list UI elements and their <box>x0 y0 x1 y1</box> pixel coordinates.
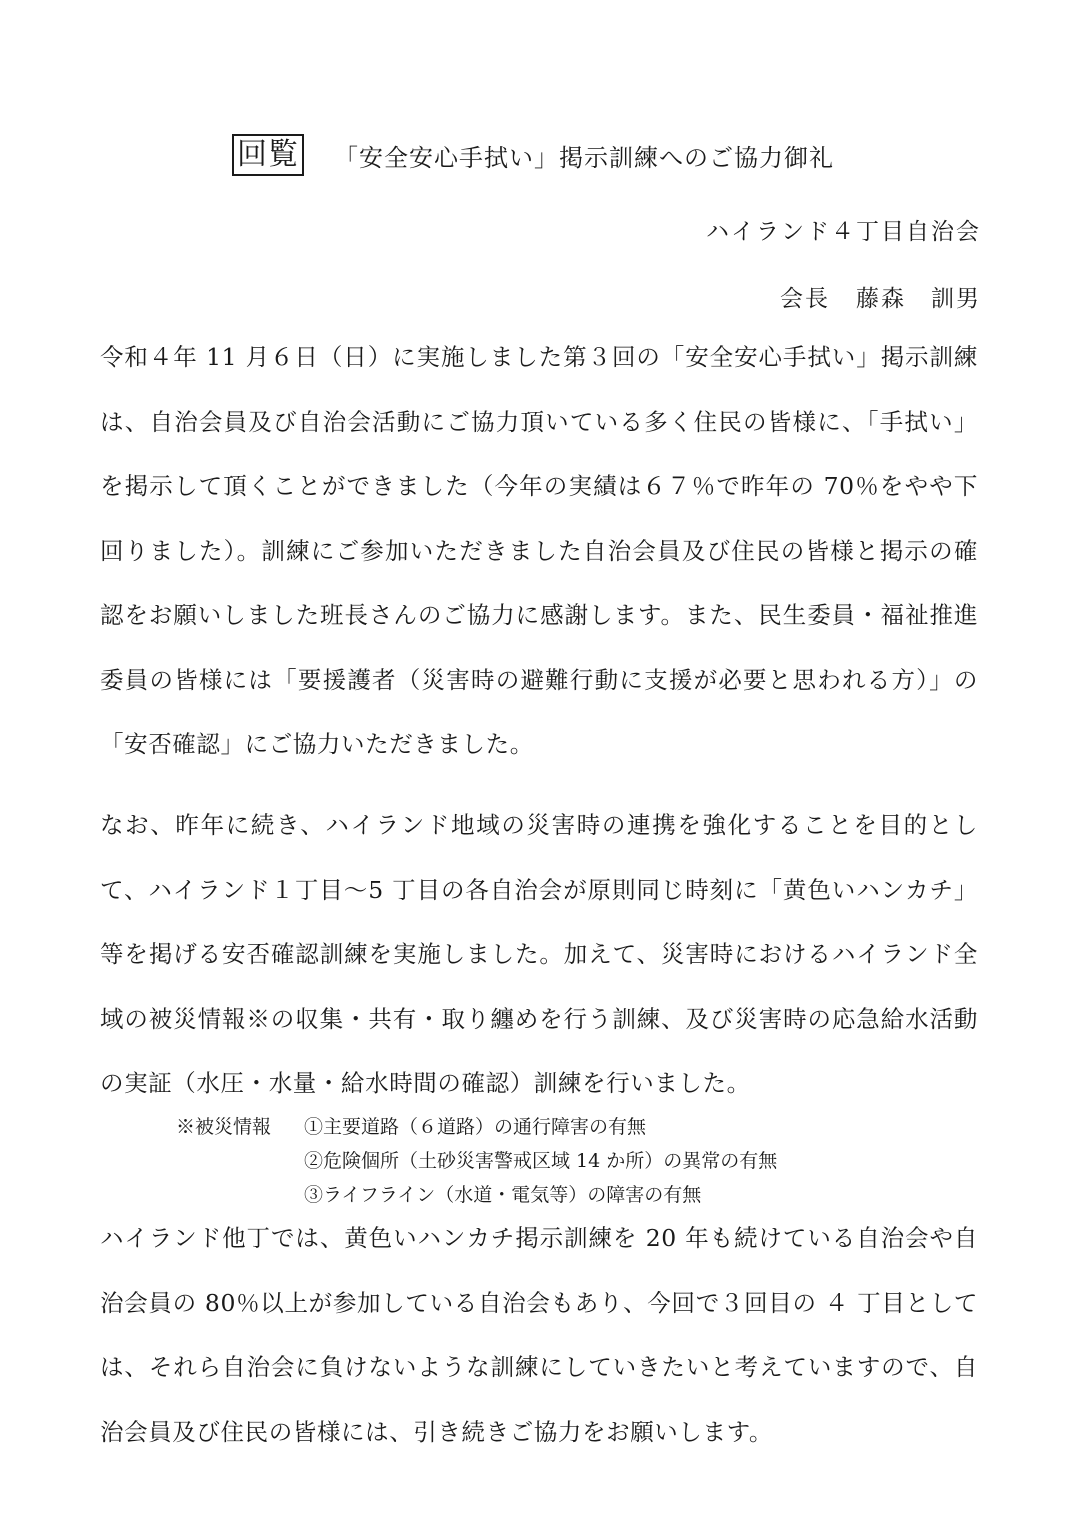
kairan-box: 回覧 <box>232 134 304 176</box>
organization-name: ハイランド４丁目自治会 <box>706 219 981 245</box>
page-title: 「安全安心手拭い」掲示訓練へのご協力御礼 <box>334 143 834 172</box>
body-paragraph-1: 令和４年 11 月６日（日）に実施しました第３回の「安全安心手拭い」掲示訓練は、自治会員及び自治会活動にご協力頂いている多く住民の皆様に、「手拭い」を掲示して頂くことができました（今年の実績は６７％で昨年の 70％をやや下回りました）。訓練にご参加いただきました自治会員及び住民の皆様と掲示の確認をお願いしました班長さんのご協力に感謝します。また、民生委員・福祉推進委員の皆様には「要援護者（災害時の避難行動に支援が必要と思われる方）」の「安否確認」にご協力いただきました。 <box>100 343 978 758</box>
body-paragraph-2: なお、昨年に続き、ハイランド地域の災害時の連携を強化することを目的として、ハイランド１丁目～5 丁目の各自治会が原則同じ時刻に「黄色いハンカチ」等を掲げる安否確認訓練を実施しました。加えて、災害時におけるハイランド全域の被災情報※の収集・共有・取り纏めを行う訓練、及び災害時の応急給水活動の実証（水圧・水量・給水時間の確認）訓練を行いました。 <box>100 811 978 1097</box>
body-paragraph-3: ハイランド他丁では、黄色いハンカチ掲示訓練を 20 年も続けている自治会や自治会員の 80％以上が参加している自治会もあり、今回で３回目の ４ 丁目としては、それら自治会に負けないような訓練にしていきたいと考えていますので、自治会員及び住民の皆様には、引き続きご協力をお願いします。 <box>100 1224 978 1446</box>
note-row <box>176 1144 777 1178</box>
disaster-info-notes <box>176 1110 777 1212</box>
note-item: ③ライフライン（水道・電気等）の障害の有無 <box>304 1184 702 1206</box>
chairman-role: 会長 <box>780 286 830 312</box>
chairman-line <box>780 280 981 313</box>
note-item: ①主要道路（６道路）の通行障害の有無 <box>304 1116 647 1138</box>
note-row <box>176 1110 777 1144</box>
note-item: ②危険個所（土砂災害警戒区域 14 か所）の異常の有無 <box>304 1150 778 1172</box>
chairman-name: 藤森 訓男 <box>856 286 981 312</box>
title-row <box>232 130 834 180</box>
note-label: ※被災情報 <box>176 1116 272 1138</box>
